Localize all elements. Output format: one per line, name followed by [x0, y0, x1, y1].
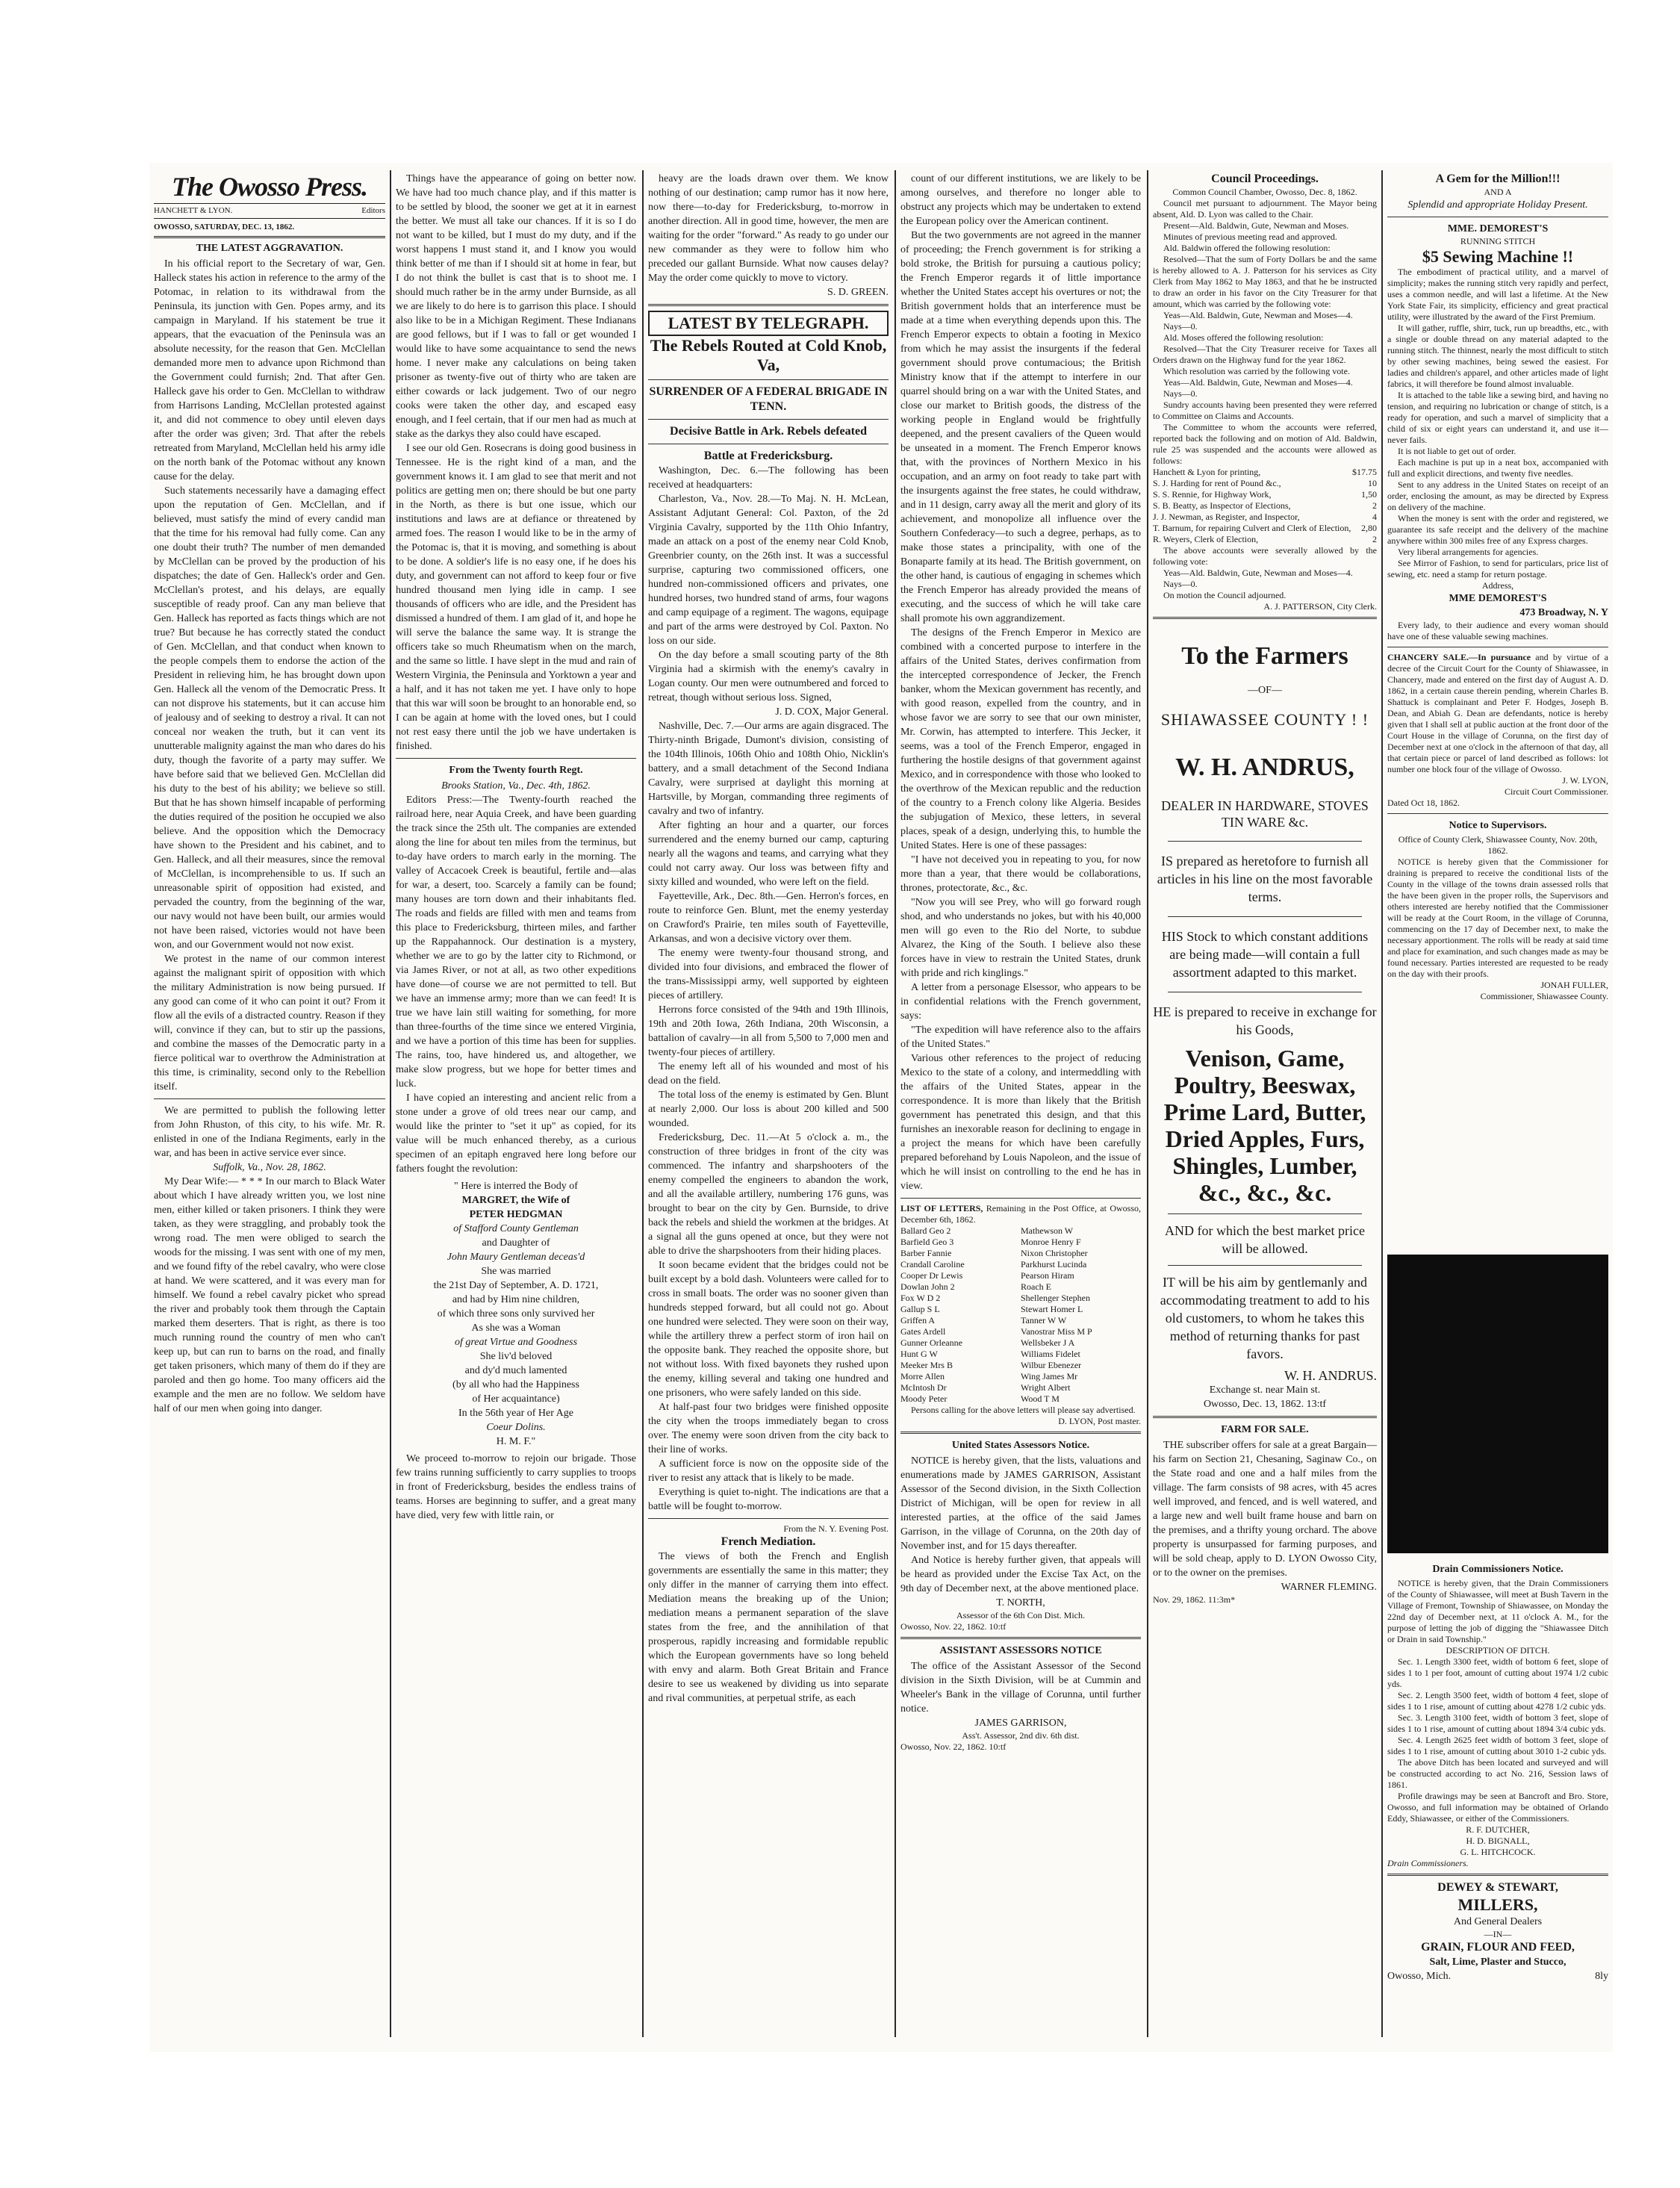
account-payee: J. J. Newman, as Register, and Inspector, — [1153, 512, 1300, 522]
ad-signature: W. H. ANDRUS. — [1284, 1368, 1377, 1383]
column-rule — [1147, 170, 1148, 2037]
epitaph-line: H. M. F." — [496, 1436, 536, 1447]
ad-broadway: 473 Broadway, N. Y — [1519, 607, 1608, 618]
council-paragraph: Nays—0. — [1163, 321, 1198, 332]
signature: WARNER FLEMING. — [1281, 1582, 1377, 1593]
article-paragraph: The enemy left all of his wounded and most of his dead on the field. — [648, 1061, 889, 1087]
ditch-section: Sec. 4. Length 2625 feet width of bottom 3 feet, slope of sides 1 to 1 rise, amount of cutting about 3010 1-2 cubic yds. — [1387, 1735, 1608, 1756]
account-amount: 1,50 — [1361, 489, 1377, 500]
council-paragraph: Yeas—Ald. Baldwin, Gute, Newman and Moses—4. — [1163, 377, 1353, 388]
article-paragraph: I see our old Gen. Rosecrans is doing good business in Tennessee. He is the right kind of a man, and the government knows it. I am glad to see that merit and not politics are getting men on; there should be but one party in the North, as there is but one issue, which our institutions and laws are at defiance or threatened by armed foes. The reason I would like to be in the army of the Potomac is, that it is moving, and something is about to be done. A soldier's life is no easy one, if he does his duty, and government can not afford to keep four or five hundred thousand men lying idle in camp. I see thousands of officers who are idle, and the President has dismissed a hundred of them. I am glad of it, and hope he will serve the balance the same way. It is strange the officers take so much Rheumatism when on the march, and the same so little. I have slept in the mud and rain of Western Virginia, the Peninsula and Yorktown a year and a half, and it has not taken me yet. I have only to hope that this war will soon be brought to an honorable end, so I can be again at home with the loved ones, but I could not rest easy there until the job we have undertaken is finished. — [396, 443, 636, 752]
article-paragraph: Such statements necessarily have a damaging effect upon the reputation of Gen. McClellan, and if believed, must satisfy the mind of every candid man that the time for his removal had fully come. Can any one doubt their truth? The number of men demanded by McClellan can be proved by the production of his dispatches; the date of Gen. Halleck's order and Gen. McClellan's protest, and his delays, are equally susceptible of ready proof. Can any man believe that Gen. Halleck has reported as facts things which are not true? But because he has correctly stated the conduct of Gen. McClellan, and that conduct when known to the people compels them to endorse the action of the President in relieving him, he has brought down upon Gen. Halleck all the venom of the Democratic Press. It can not disprove his statements, but it can accuse him of jealousy and of seeking to destroy a rival. It can not conceal nor weaken the truth, but it can vent its unutterable malignity against the man who dares do his duty, though the favorite of a party may suffer. We have before said that we believed Gen. McClellan did his duty to the best of his ability; we believe so still. But that he has shown himself incapable of performing the duties required of the position he occupied we also believe. And the opposition which the Democracy have shown to the President and his cabinet, and to Gen. Halleck, and all their measures, since the removal of McClellan, is incomprehensible to us. If such an unreasonable spirit of opposition had existed, and pervaded the country, from the beginning of the war, our navy would not have been built, our armies would not have been raised, victories would not have been won, and our Government would not now exist. — [154, 485, 385, 951]
notice-dateline: Office of County Clerk, Shiawassee County, Nov. 20th, 1862. — [1398, 834, 1598, 856]
farm-date: Nov. 29, 1862. 11:3m* — [1153, 1594, 1236, 1605]
letter-recipient: Wright Albert — [1021, 1382, 1071, 1393]
article-paragraph: We proceed to-morrow to rejoin our brigade. Those few trains running sufficiently to carry supplies to troops in front of Fredericksburg, besides the endless trains of teams. Horses are beginning to suffer, and a great many have died, very few with little rain, or — [396, 1453, 636, 1521]
column-rule — [390, 170, 391, 2037]
article-paragraph: Fayetteville, Ark., Dec. 8th.—Gen. Herron's forces, en route to reinforce Gen. Blunt, met the enemy yesterday on Crawford's Prairie, ten miles south of Fayetteville, Arkansas, and won a decisive victory over them. — [648, 891, 889, 945]
ad-paragraph: It is attached to the table like a sewing bird, and having no tension, and requiring no lubrication or change of stitch, is a ready for operation, and such a marvel of simplicity that a child of six or eight years can understand it, and use it—never fails. — [1387, 390, 1608, 445]
ad-paragraph: Every lady, to their audience and every woman should have one of these valuable sewing machines. — [1387, 620, 1608, 641]
ad-dealer: DEALER IN HARDWARE, STOVES TIN WARE &c. — [1161, 798, 1369, 830]
article-paragraph: It soon became evident that the bridges could not be built except by a bold dash. Volunteers were called for to cross in small boats. The order was no sooner given than hundreds stepped forward, but all could not go. About one hundred were selected. They were soon on their way, while the artillery threw a perfect storm of iron hail on the opposite bank. They reached the opposite shore, but not without loss. With fixed bayonets they rushed upon the enemy, killing several and taking one hundred and one prisoners, who were safely landed on this side. — [648, 1260, 889, 1399]
account-row — [1153, 467, 1377, 478]
account-amount: 2,80 — [1361, 523, 1377, 533]
column-3 — [648, 172, 889, 2046]
letter-recipient: Mathewson W — [1021, 1225, 1074, 1236]
council-paragraph: Resolved—That the sum of Forty Dollars be and the same is hereby allowed to A. J. Patterson for his services as City Clerk from May 1862 to May 1863, and that he be instructed to draw an order in his favor on the City Treasurer for that amount, which was carried by the following vote: — [1153, 254, 1377, 309]
article-paragraph: Herrons force consisted of the 94th and 19th Illinois, 19th and 20th Iowa, 26th Indiana, 20th Wisconsin, a battalion of cavalry—in all from 5,500 to 7,000 men and twenty-four pieces of artillery. — [648, 1004, 889, 1058]
epitaph-line: PETER HEDGMAN — [469, 1209, 563, 1220]
headline-cold-knob: The Rebels Routed at Cold Knob, Va, — [650, 336, 887, 374]
commissioner: G. L. HITCHCOCK. — [1460, 1847, 1536, 1857]
signature-role: Ass't. Assessor, 2nd div. 6th dist. — [962, 1730, 1080, 1741]
publishers: HANCHETT & LYON. — [154, 206, 233, 215]
column-6 — [1387, 172, 1608, 2046]
notice-paragraph: NOTICE is hereby given, that the Drain Commissioners of the County of Shiawassee, will meet at Bush Tavern in the Village of Fremont, Township of Shiawassee, on Monday the 22nd day of December next, at 11 o'clock A. M., for the purpose of letting the job of digging the "Shiawassee Ditch or Drain in said Township." — [1387, 1578, 1608, 1644]
council-paragraph: Yeas—Ald. Baldwin, Gute, Newman and Moses—4. — [1163, 568, 1353, 578]
letter-recipient: Barber Fannie — [900, 1248, 952, 1258]
article-paragraph: We protest in the name of our common interest against the malignant spirit of opposition with which the military Administration is now being pursued. If any good can come of it who can point it out? From it flow all the evils of a distracted country. Reason if they will, convince if they can, but to stir up the passions, and combine the masses of the Democratic party in a fierce political war to overthrow the Administration at this time, is criminality, second only to the Rebellion itself. — [154, 954, 385, 1093]
farm-paragraph: THE subscriber offers for sale at a great Bargain—his farm on Section 21, Chesaning, Saginaw Co., on the State road and one and a half miles from the village. The farm consists of 98 acres, with 45 acres well improved, and fenced, and is well watered, and a large new and well built frame house and barn on the premises, and a thrifty young orchard. The above property is unsurpassed for farming purposes, and will be sold cheap, apply to D. LYON Owosso City, or to the owner on the premises. — [1153, 1440, 1377, 1579]
notice-paragraph: NOTICE is hereby given, that the lists, valuations and enumerations made by JAMES GARRISON, Assistant Assessor of the Second division, in the Sixth Collection District of Michigan, will be open for review in all interested parties, at the office of the said James Garrison, in the village of Corunna, on the 20th day of November inst, and for 15 days thereafter. — [900, 1455, 1141, 1552]
quote-paragraph: "The expedition will have reference also to the affairs of the United States." — [900, 1025, 1141, 1050]
signature-role: Commissioner, Shiawassee County. — [1480, 991, 1608, 1001]
account-row — [1153, 478, 1377, 489]
ad-goods: Venison, Game, Poultry, Beeswax, Prime Lard, Butter, Dried Apples, Furs, Shingles, Lumber, &c., &c., &c. — [1163, 1045, 1366, 1206]
chancery-date: Dated Oct 18, 1862. — [1387, 798, 1460, 808]
account-row — [1153, 500, 1377, 512]
headline-assistant-assessors: ASSISTANT ASSESSORS NOTICE — [939, 1645, 1102, 1656]
letter-recipient: Griffen A — [900, 1315, 936, 1325]
ad-county: SHIAWASSEE COUNTY ! ! — [1160, 710, 1369, 729]
council-paragraph: Yeas—Ald. Baldwin, Gute, Newman and Moses—4. — [1163, 310, 1353, 320]
account-amount: 2 — [1372, 500, 1377, 511]
article-paragraph: Things have the appearance of going on better now. We have had too much chance play, and if this matter is to be settled by blood, the sooner we get at it in earnest the better. We must all take our chances. If it is so I do not want to be killed, but I must do my duty, and if the worst happens I must stand it, and I know you would think better of me than if I should sit at home in fear, but I do not think the bullet is cast that is to shoot me. I should much rather be in the army under Burnside, as all we are likely to do here is to garrison this place. I should also like to be in a Michigan Regiment. These Indianans are good fellows, but if I was to fall or get wounded I would like to have some acquaintance to send the news home. I never make any calculations on being taken prisoner as twenty-five out of thirty who are taken are either cowards or lack judgement. Two of our negro cooks were taken the other day, and escaped easy enough, and I feel certain, that if our men had as much at stake as the darkys they also could have escaped. — [396, 173, 636, 440]
ad-paragraph: Very liberal arrangements for agencies. — [1398, 547, 1539, 557]
article-paragraph: The enemy were twenty-four thousand strong, and divided into four divisions, and embraced the flower of the trans-Mississippi army, well supported by eighteen pieces of artillery. — [648, 948, 889, 1001]
epitaph-line: and dy'd much lamented — [464, 1365, 567, 1376]
ad-andrus-name: W. H. ANDRUS, — [1175, 753, 1354, 781]
letter-recipient: Ballard Geo 2 — [900, 1225, 951, 1236]
article-paragraph: count of our different institutions, we are likely to be among ourselves, and therefore no longer able to obstruct any projects which may be undertaken to extend the European policy over the American continent. — [900, 173, 1141, 227]
council-paragraph: Sundry accounts having been presented they were referred to Committee on Claims and Accounts. — [1153, 400, 1377, 421]
headline-french-mediation: French Mediation. — [721, 1535, 816, 1548]
ad-address-label: Address, — [1481, 580, 1514, 591]
letter-recipient: Gates Ardell — [900, 1326, 946, 1337]
letter-recipient: Morre Allen — [900, 1371, 945, 1382]
letter-recipient: Shellenger Stephen — [1021, 1293, 1090, 1303]
account-row — [1153, 534, 1377, 545]
notice-paragraph: NOTICE is hereby given that the Commissioner for draining is prepared to receive the conditional lists of the County in the village of the towns drain assessed rolls that the have been given in the proper rolls, the Supervisors and others interested are hereby notified that the Commissioner will be ready at the Court Room, in the village of Corunna, commencing on the 17 day of December next, to make the necessary apportionment. The rolls will be ready at said time and place for examination, and such changes made as may be found necessary. Parties interested are requested to be ready on the day with their proofs. — [1387, 857, 1608, 979]
column-5 — [1153, 172, 1377, 2046]
chancery-text: and by virtue of a decree of the Circuit Court for the County of Shiawassee, in Chancery, made and entered on the first day of August A. D. 1862, in a certain cause therein pending, wherein Charles B. Shattuck is complainant and Peter F. Hodges, Joseph B. Dean, and Abiah G. Dean are defendants, notice is hereby given that I shall sell at public auction at the front door of the Court House in the village of Corunna, on the first day of December next at one o'clock in the afternoon of that day, all that certain piece or parcel of land described as follows: lot number one block four of the village of Owosso. — [1387, 652, 1608, 774]
letter-recipient: McIntosh Dr — [900, 1382, 947, 1393]
ad-paragraph: The embodiment of practical utility, and a marvel of simplicity; makes the running stitch very rapidly and perfect, uses a common needle, and will last a lifetime. At the New York State Fair, its simplicity, efficiency and great practical utility, were illustrated by the award of the First Premium. — [1387, 267, 1608, 322]
account-payee: S. B. Beatty, as Inspector of Elections, — [1153, 500, 1291, 511]
signature: A. J. PATTERSON, City Clerk. — [1263, 601, 1377, 612]
ad-receive: HE is prepared to receive in exchange for his Goods, — [1153, 1004, 1377, 1037]
epitaph-line: of great Virtue and Goodness — [454, 1337, 578, 1348]
account-payee: S. S. Rennie, for Highway Work, — [1153, 489, 1272, 500]
signature: T. NORTH, — [996, 1597, 1045, 1609]
headline-latest-aggravation: THE LATEST AGGRAVATION. — [196, 243, 343, 254]
ad-general-dealers: And General Dealers — [1453, 1916, 1543, 1927]
signature-role: Assessor of the 6th Con Dist. Mich. — [956, 1610, 1085, 1620]
ad-paragraph: See Mirror of Fashion, to send for particulars, price list of sewing, etc. need a stamp for return postage. — [1387, 558, 1608, 579]
council-paragraph: Minutes of previous meeting read and approved. — [1163, 231, 1337, 242]
notice-paragraph: The above Ditch has been located and surveyed and will be constructed according to act No. 216, Session laws of 1861. — [1387, 1757, 1608, 1790]
ad-salt: Salt, Lime, Plaster and Stucco, — [1429, 1957, 1567, 1968]
letter-recipient: Dowlan John 2 — [900, 1281, 955, 1292]
quote-paragraph: "I have not deceived you in repeating to you, for now more than a year, that there would be collaborations, thrones, protectorate, &c., &c. — [900, 854, 1141, 894]
ad-dewey-stewart: DEWEY & STEWART, — [1437, 1881, 1558, 1894]
article-paragraph: A sufficient force is now on the opposite side of the river to resist any attack that is likely to be made. — [648, 1458, 889, 1484]
ad-of: —OF— — [1248, 685, 1282, 696]
commissioner-role: Drain Commissioners. — [1387, 1858, 1469, 1868]
account-payee: S. J. Harding for rent of Pound &c., — [1153, 478, 1281, 488]
letter-dateline: Suffolk, Va., Nov. 28, 1862. — [213, 1162, 326, 1173]
article-paragraph: Washington, Dec. 6.—The following has been received at headquarters: — [648, 465, 889, 491]
article-paragraph: Everything is quiet to-night. The indications are that a battle will be fought to-morrow. — [648, 1487, 889, 1512]
headline-council: Council Proceedings. — [1211, 173, 1319, 185]
accounts-list — [1153, 467, 1377, 545]
notice-paragraph: Profile drawings may be seen at Bancroft and Bro. Store, Owosso, and full information may be obtained of Orlando Eddy, Shiawassee, or either of the Commissioners. — [1387, 1791, 1608, 1824]
ad-market-price: AND for which the best market price will be allowed. — [1165, 1223, 1365, 1256]
ditch-section: Sec. 3. Length 3100 feet, width of bottom 3 feet, slope of sides 1 to 1 rise, amount of cutting about 1894 3/4 cubic yds. — [1387, 1712, 1608, 1734]
article-paragraph: The views of both the French and English governments are essentially the same in this matter; they only differ in the manner of carrying them into effect. Mediation means the breaking up of the Union; mediation means a permanent separation of the slave states from the free, and the annihilation of that prosperous, rapidly increasing and formidable republic which the European governments have so long beheld with envy and alarm. Both Great Britain and France desire to see us weakened by dividing us into separate and rival communities, at perpetual strife, as each — [648, 1551, 889, 1704]
letter-recipient: Monroe Henry F — [1021, 1237, 1081, 1247]
article-paragraph: A letter from a personage Elsessor, who appears to be in confidential relations with the French government, says: — [900, 982, 1141, 1022]
council-paragraph: Which resolution was carried by the following vote. — [1163, 366, 1350, 376]
epitaph-line: Coeur Dolins. — [486, 1422, 546, 1433]
column-2 — [396, 172, 636, 2046]
epitaph-line: of which three sons only survived her — [437, 1308, 595, 1320]
letter-recipient: Vanostrar Miss M P — [1021, 1326, 1092, 1337]
account-payee: T. Barnum, for repairing Culvert and Clerk of Election, — [1153, 523, 1351, 533]
letter-recipient: Wellsbeker J A — [1021, 1337, 1075, 1348]
signature: JONAH FULLER, — [1540, 980, 1608, 990]
ditch-section: Sec. 2. Length 3500 feet, width of bottom 4 feet, slope of sides 1 to 1 rise, amount of cutting about 4278 1/2 cubic yds. — [1387, 1690, 1608, 1712]
column-1 — [154, 172, 385, 2046]
article-paragraph: Editors Press:—The Twenty-fourth reached the railroad here, near Aquia Creek, and have been guarding the track since the 25th ult. The companies are extended along the line for about ten miles from the terminus, but to-day have orders to march early in the morning. The valley of Accacoek Creek is beautiful, fertile and—alas for war, a desert, too. Scarcely a family can be found; many houses are torn down and their inhabitants fled. The roads and fields are filled with men and teams from this place to Fredericksburg, thirteen miles, and farther up the Rappahannock. Our destination is a mystery, whether we are to go by the latter city to Richmond, or via James River, or not at all, as two other expeditions have done—of course we are not permitted to tell. But we have an immense army; more than we can feed! It is true we have lain still waiting for something, for more than three-fourths of the time since we entered Virginia, and we have a portion of this time has been for supplies. The rains, too, have hindered us, and altogether, we make slow progress, but we hope for better times and luck. — [396, 795, 636, 1090]
column-rule — [642, 170, 644, 2037]
letters-note: Persons calling for the above letters will please say advertised. — [911, 1405, 1136, 1415]
article-paragraph: heavy are the loads drawn over them. We know nothing of our destination; camp rumor has it now here, now there—to-day for Fredericksburg, to-morrow in another direction. All in good time, however, the men are waiting for the order "forward." As ready to go under our new commander as they were to follow him who preceded our gallant Burnside. What now causes delay? May the order come quickly to move to victory. — [648, 173, 889, 284]
epitaph-line: MARGRET, the Wife of — [461, 1195, 570, 1206]
council-paragraph: Present—Ald. Baldwin, Gute, Newman and Moses. — [1163, 220, 1349, 231]
ad-date: Owosso, Dec. 13, 1862. 13:tf — [1203, 1399, 1327, 1410]
headline-arkansas: Decisive Battle in Ark. Rebels defeated — [670, 425, 867, 438]
letter-recipient: Gunner Orleanne — [900, 1337, 962, 1348]
account-amount: 2 — [1372, 534, 1377, 544]
article-paragraph: The total loss of the enemy is estimated by Gen. Blunt at nearly 2,000. Our loss is about 200 killed and 500 wounded. — [648, 1090, 889, 1129]
publishers-role: Editors — [361, 206, 385, 215]
redacted-block — [1387, 1255, 1608, 1553]
ad-stock: HIS Stock to which constant additions are being made—will contain a full assortment adapted to this market. — [1161, 929, 1369, 980]
ad-running: RUNNING STITCH — [1460, 236, 1536, 246]
account-amount: $17.75 — [1352, 467, 1377, 477]
letters-heading — [900, 1203, 1141, 1225]
letter-recipient: Nixon Christopher — [1021, 1248, 1088, 1258]
notice-paragraph: The office of the Assistant Assessor of the Second division in the Sixth Division, will be at Cummin and Wheeler's Bank in the village of Corunna, until further notice. — [900, 1661, 1141, 1715]
council-paragraph: Council met pursuant to adjournment. The Mayor being absent, Ald. D. Lyon was called to the Chair. — [1153, 198, 1377, 220]
account-row — [1153, 512, 1377, 523]
signature: J. D. COX, Major General. — [775, 706, 889, 718]
source-credit: From the N. Y. Evening Post. — [783, 1523, 889, 1534]
council-dateline: Common Council Chamber, Owosso, Dec. 8, 1862. — [1172, 187, 1357, 197]
ad-location: Owosso, Mich. — [1387, 1971, 1452, 1982]
article-paragraph: Fredericksburg, Dec. 11.—At 5 o'clock a. m., the construction of three bridges in front of the city was commenced. The infantry and sharpshooters of the enemy compelled the engineers to abandon the work, and all the available artillery, numbering 176 guns, was brought to bear on the city by Gen. Burnside, to drive back the rebels and shield the workmen at the bridges. At a signal all the guns opened at once, but they were not able to drive the sharpshooters from their hiding places. — [648, 1132, 889, 1257]
article-paragraph: The designs of the French Emperor in Mexico are combined with a concerted purpose to interfere in the affairs of the United States, derives confirmation from the intercepted correspondence of Jecker, the French banker, whom the Mexican government has recently, and with good reason, expelled from the country, and in whose favor we are sorry to see that our own minister, Mr. Corwin, has attempted to interfere. This Jecker, it seems, was a tool of the French Emperor, engaged in furthering the hostile designs of that government against Mexico, and in correspondence with those who looked to the overthrow of the Mexican republic and the reduction of the country to a French colony like Algeria. Besides the subjugation of Mexico, these letters, in several places, speak of a design, underlying this, to humble the United States. Here is one of these passages: — [900, 627, 1141, 851]
letter-dateline: Brooks Station, Va., Dec. 4th, 1862. — [441, 780, 591, 792]
letter-recipient: Parkhurst Lucinda — [1021, 1259, 1087, 1269]
ad-gem: A Gem for the Million!!! — [1435, 173, 1561, 185]
letter-recipient: Pearson Hiram — [1021, 1270, 1074, 1281]
ad-sewing-machine: $5 Sewing Machine !! — [1422, 247, 1574, 266]
ad-grain: GRAIN, FLOUR AND FEED, — [1421, 1941, 1575, 1954]
account-row — [1153, 523, 1377, 534]
ditch-section: Sec. 1. Length 3300 feet, width of bottom 6 feet, slope of sides 1 to 1 per foot, amount of cutting about 1974 1/2 cubic yds. — [1387, 1656, 1608, 1689]
masthead-publishers — [154, 203, 385, 219]
signature: JAMES GARRISON, — [974, 1718, 1067, 1729]
epitaph-line: the 21st Day of September, A. D. 1721, — [433, 1280, 599, 1291]
ad-paragraph: It will gather, ruffle, shirr, tuck, run up breadths, etc., with a single or double thread on any material adapted to the running stitch. The thinnest, nearly the most difficult to stitch by other sewing machines, being sewed the easiest. For ladies and children's apparel, and other articles made of light fabrics, it will therefore be found almost invaluable. — [1387, 323, 1608, 389]
letter-recipient: Wing James Mr — [1021, 1371, 1078, 1382]
headline-surrender: SURRENDER OF A FEDERAL BRIGADE IN TENN. — [649, 385, 888, 413]
account-amount: 10 — [1368, 478, 1377, 488]
notice-date: Owosso, Nov. 22, 1862. 10:tf — [900, 1621, 1007, 1632]
epitaph-line: of Stafford County Gentleman — [453, 1223, 579, 1234]
notice-date: Owosso, Nov. 22, 1862. 10:tf — [900, 1741, 1007, 1752]
epitaph-line: and Daughter of — [482, 1237, 550, 1249]
account-amount: 4 — [1372, 512, 1377, 522]
epitaph-line: and had by Him nine children, — [452, 1294, 580, 1305]
letter-recipient: Meeker Mrs B — [900, 1360, 953, 1370]
newspaper-page — [149, 163, 1613, 2052]
article-paragraph: In his official report to the Secretary of war, Gen. Halleck states his action in reference to the army of the Potomac, in relation to its withdrawal from the Peninsula, its junction with Gen. Popes army, and its campaign in Maryland. If his statement be true it appears, that the evacuation of the Peninsula was an absolute necessity, for the reason that Gen. McClellan demanded more men to advance upon Richmond than the Government could furnish; 2nd. That after Gen. Halleck gave his order to Gen. McClellan to withdraw from Harrisons Landing, McClellan protested against it, and did not commence to obey until eleven days after the order was given; 3rd. That after the rebels retreated from Maryland, McClellan held his army idle on the north bank of the Potomac without any known cause for the delay. — [154, 258, 385, 482]
quote-paragraph: "Now you will see Prey, who will go forward rough shod, and who understands no jokes, but with his 40,000 men will go even to the Rio del Norte, to subdue Alvarez, the King of the South. I believe also these forces have in view to restrain the United States, drunk with pride and rich kinglings." — [900, 897, 1141, 979]
headline-assessors-notice: United States Assessors Notice. — [951, 1440, 1090, 1451]
headline-drain-commissioners: Drain Commissioners Notice. — [1432, 1564, 1564, 1575]
article-paragraph: I have copied an interesting and ancient relic from a stone under a grove of old trees near our camp, and would like the printer to "set it up" as copied, for its value will be much enhanced thereby, as a curious specimen of an epitaph engraved here long before our fathers fought the revolution: — [396, 1093, 636, 1175]
letters-intro: Remaining in the Post Office, at Owosso, December 6th, 1862. — [900, 1203, 1141, 1225]
council-paragraph: The above accounts were severally allowed by the following vote: — [1153, 545, 1377, 567]
letter-recipient: Tanner W W — [1021, 1315, 1067, 1325]
letters-title: LIST OF LETTERS, — [900, 1203, 983, 1213]
article-paragraph: Charleston, Va., Nov. 28.—To Maj. N. H. McLean, Assistant Adjutant General: Col. Paxton, of the 2d Virginia Cavalry, supported by the 11th Ohio Infantry, made an attack on a post of the enemy near Cold Knob, Greenbrier county, on the 26th inst. It was a successful surprise, capturing two commissioned officers, one hundred non-commissioned officers and privates, one hundred horses, two hundred stand of arms, four wagons and camp equipage of a regiment. The wagons, equipage and part of the arms were destroyed by Col. Paxton. No loss on our side. — [648, 494, 889, 647]
ad-millers: MILLERS, — [1457, 1895, 1538, 1914]
council-paragraph: Ald. Baldwin offered the following resolution: — [1163, 243, 1331, 253]
account-payee: R. Weyers, Clerk of Election, — [1153, 534, 1259, 544]
headline-fredericksburg: Battle at Fredericksburg. — [703, 450, 833, 462]
chancery-heading: CHANCERY SALE.—In pursuance — [1387, 652, 1531, 662]
council-paragraph: Nays—0. — [1163, 579, 1198, 589]
column-rule — [1381, 170, 1383, 2037]
ad-address: Exchange st. near Main st. — [1209, 1384, 1321, 1396]
commissioner: R. F. DUTCHER, — [1466, 1824, 1530, 1835]
article-paragraph: At half-past four two bridges were finished opposite the city when the troops immediately began to cross over. The enemy were soon driven from the city back to their line of works. — [648, 1402, 889, 1455]
epitaph-line: " Here is interred the Body of — [454, 1181, 578, 1192]
letter-recipient: Williams Fidelet — [1021, 1349, 1080, 1359]
ad-paragraph: Sent to any address in the United States on receipt of an order, enclosing the amount, as may be directed by Express on delivery of the machine. — [1387, 479, 1608, 512]
headline-twenty-fourth: From the Twenty fourth Regt. — [449, 765, 583, 776]
letter-recipient: Moody Peter — [900, 1393, 948, 1404]
article-paragraph: On the day before a small scouting party of the 8th Virginia had a skirmish with the enemy's cavalry in Logan county. Our men were outnumbered and forced to retreat, though without serious loss. Signed, — [648, 650, 889, 703]
signature: J. W. LYON, — [1562, 775, 1608, 786]
ad-to-the-farmers: To the Farmers — [1181, 642, 1348, 670]
letter-recipient: Roach E — [1021, 1281, 1051, 1292]
account-payee: Hanchett & Lyon for printing, — [1153, 467, 1261, 477]
ad-paragraph: Each machine is put up in a neat box, accompanied with full and explicit directions, and twenty five needles. — [1387, 457, 1608, 479]
epitaph-line: In the 56th year of Her Age — [458, 1408, 573, 1419]
ad-and: AND A — [1484, 187, 1512, 197]
signature: S. D. GREEN. — [827, 287, 889, 298]
ditch-description-heading: DESCRIPTION OF DITCH. — [1446, 1645, 1550, 1656]
epitaph-line: She was married — [481, 1266, 551, 1277]
column-rule — [895, 170, 896, 2037]
postmaster: D. LYON, Post master. — [1058, 1416, 1141, 1426]
ad-prepared: IS prepared as heretofore to furnish all articles in his line on the most favorable terms. — [1157, 854, 1373, 904]
ad-code: 8ly — [1595, 1971, 1608, 1982]
masthead-title: The Owosso Press. — [171, 172, 368, 202]
letter-recipient: Gallup S L — [900, 1304, 940, 1314]
column-4 — [900, 172, 1141, 2046]
letter-recipient: Barfield Geo 3 — [900, 1237, 954, 1247]
account-row — [1153, 489, 1377, 500]
masthead-dateline: OWOSSO, SATURDAY, DEC. 13, 1862. — [154, 219, 385, 238]
letter-recipient: Cooper Dr Lewis — [900, 1270, 963, 1281]
article-paragraph: But the two governments are not agreed in the manner of proceeding; the French government is for striking a bold stroke, the British for pursuing a cautious policy; the French Emperor regards it of little importance whether the United States accept his overtures or not; the British government holds that an interference must be made at a time when everything depends upon this. The French Emperor expects to obtain a footing in Mexico from which he may assist the insurgents if the federal government should prove contumacious; the British Ministry know that if the attempt to interfere in our quarrel should bring on a war with the United States, and close our market to British goods, the distress of the working people in England would be frightfully deepened, and the present cavaliers of the Queen would be unseated in a moment. The French Emperor knows that, with the provinces of Northern Mexico in his occupation, and an army on foot ready to take part with the insurgents against the free states, he could withdraw, and in 11 design, carry away all the merit and glory of its achievement, and monopolize all influence over the Southern Confederacy—to such a degree, perhaps, as to make those states a principality, with one of the Bonaparte family at its head. The British government, on the other hand, is cautious of engaging in schemes which the French Emperor has already provided the means of executing, and the success of which he will take care shall promote his own aggrandizement. — [900, 230, 1141, 624]
letter-recipient: Crandall Caroline — [900, 1259, 965, 1269]
letter-recipient: Hunt G W — [900, 1349, 938, 1359]
ad-in: —IN— — [1484, 1929, 1512, 1939]
council-paragraph: The Committee to whom the accounts were referred, reported back the following and on motion of Ald. Baldwin, rule 25 was suspended and the accounts were allowed as follows: — [1153, 422, 1377, 466]
commissioner: H. D. BIGNALL, — [1466, 1836, 1530, 1846]
headline-farm-for-sale: FARM FOR SALE. — [1221, 1424, 1309, 1435]
ad-mme: MME. DEMOREST'S — [1447, 223, 1549, 234]
article-paragraph: After fighting an hour and a quarter, our forces surrendered and the enemy burned our camp, capturing nearly all the wagons and teams, and carrying what they could not carry away. Our loss was between fifty and sixty killed and wounded, who were left on the field. — [648, 820, 889, 888]
council-paragraph: On motion the Council adjourned. — [1163, 590, 1287, 600]
ad-aim: IT will be his aim by gentlemanly and accommodating treatment to add to his old customers, to whom he takes this method of returning thanks for past favors. — [1160, 1275, 1370, 1361]
letter-recipient: Wilbur Ebenezer — [1021, 1360, 1082, 1370]
epitaph-line: She liv'd beloved — [479, 1351, 553, 1362]
letter-recipient: Fox W D 2 — [900, 1293, 941, 1303]
article-paragraph: Various other references to the project of reducing Mexico to the state of a colony, and intermeddling with the affairs of the United States, appear in the correspondence. It is more than likely that the British government has penetrated this design, and that this furnishes an inexorable reason for declining to engage in a project the means for which have been carefully prepared beforehand by Louis Napoleon, and the issue of which he will insist on controlling to the end he has in view. — [900, 1053, 1141, 1192]
article-paragraph: We are permitted to publish the following letter from John Rhuston, of this city, to his wife. Mr. R. enlisted in one of the Indiana Regiments, early in the war, and has been in active service ever since. — [154, 1105, 385, 1159]
notice-paragraph: And Notice is hereby further given, that appeals will be heard as provided under the Excise Tax Act, on the 9th day of December next, at the above mentioned place. — [900, 1555, 1141, 1594]
signature-role: Circuit Court Commissioner. — [1504, 786, 1608, 797]
headline-latest-telegraph: LATEST BY TELEGRAPH. — [648, 311, 889, 336]
letter-recipient: Stewart Homer L — [1021, 1304, 1083, 1314]
ad-paragraph: When the money is sent with the order and registered, we guarantee its safe receipt and the delivery of the machine anywhere within 300 miles free of any Express charges. — [1387, 513, 1608, 546]
epitaph-line: (by all who had the Happiness — [452, 1379, 579, 1390]
ad-paragraph: It is not liable to get out of order. — [1398, 446, 1516, 456]
epitaph-line: of Her acquaintance) — [472, 1393, 560, 1405]
ad-splendid: Splendid and appropriate Holiday Present. — [1407, 199, 1588, 211]
epitaph — [396, 1179, 636, 1449]
council-paragraph: Nays—0. — [1163, 388, 1198, 399]
article-paragraph: My Dear Wife:— * * * In our march to Black Water about which I have already written you, we lost nine men, either killed or taken prisoners. I think they were taken, as they were straggling, and probably took the wrong road. The men were obliged to search the woods for the missing. I was sent with one of my men, and we found fifty of the rebel cavalry, who were close at hand. We were scattered, and it was every man for himself. We found a rebel cavalry picket who spread the river and probably took them through the Captain marked them deserters. That is right, as there is too much running round the country of men who can't keep up, but can run to barns on the road, and finally get taken prisoners, which many of them do if they are paroled and then go home. Too many officers aid the example and the men are no follow. We seldom have half of our men when going into danger. — [154, 1176, 385, 1414]
epitaph-line: As she was a Woman — [471, 1323, 561, 1334]
letter-recipient: Wood T M — [1021, 1393, 1060, 1404]
epitaph-line: John Maury Gentleman deceas'd — [447, 1252, 585, 1263]
council-paragraph: Ald. Moses offered the following resolution: — [1163, 332, 1324, 343]
article-paragraph: Nashville, Dec. 7.—Our arms are again disgraced. The Thirty-ninth Brigade, Dumont's division, consisting of the 104th Illinois, 106th Ohio and 108th Ohio, Nicklin's battery, and a small detachment of the Second Indiana Cavalry, were surprised at daylight this morning at Hartsville, by Morgan, commanding three regiments of cavalry and two of infantry. — [648, 721, 889, 817]
headline-supervisors: Notice to Supervisors. — [1449, 820, 1547, 831]
ad-mme-2: MME DEMOREST'S — [1449, 593, 1547, 604]
letters-list — [900, 1225, 1141, 1405]
council-paragraph: Resolved—That the City Treasurer receive for Taxes all Orders drawn on the Highway fund for the year 1862. — [1153, 344, 1377, 365]
